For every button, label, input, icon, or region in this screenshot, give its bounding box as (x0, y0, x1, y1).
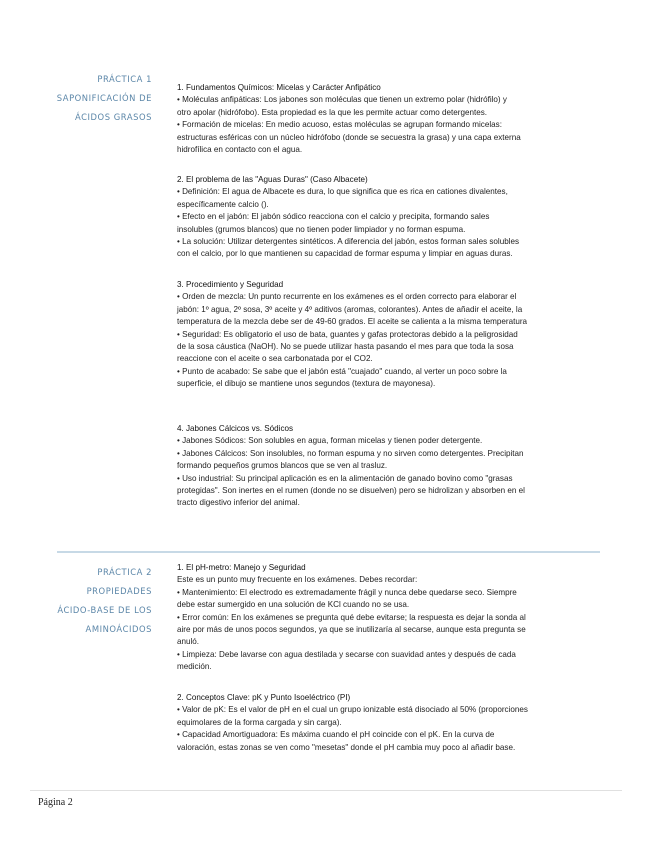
text-line: • Orden de mezcla: Un punto recurrente en los exámenes es el orden correcto para elaborar el (177, 292, 517, 302)
text-line: • Definición: El agua de Albacete es dura, lo que significa que es rica en cationes divalentes, (177, 187, 508, 197)
text-line: reaccione con el aceite o sea carbonatada por el CO2. (177, 354, 373, 364)
page-number: Página 2 (38, 797, 73, 808)
sidebar-line: PRÁCTICA 2 (97, 567, 152, 577)
text-line: anuló. (177, 637, 200, 647)
text-line: • Capacidad Amortiguadora: Es máxima cuando el pH coincide con el pK. En la curva de (177, 730, 495, 740)
sidebar-line: PROPIEDADES (86, 586, 152, 596)
sidebar-title-practica-2 (57, 563, 152, 639)
block-heading: 2. Conceptos Clave: pK y Punto Isoeléctrico (PI) (177, 693, 351, 702)
block-conceptos-clave (177, 692, 605, 754)
text-line: temperatura de la mezcla debe ser de 49-60 grados. El aceite se calienta a la misma temperatura (177, 317, 528, 327)
text-line: • Error común: En los exámenes se pregunta qué debe evitarse; la respuesta es dejar la sonda al (177, 612, 526, 622)
block-aguas-duras (177, 174, 605, 261)
text-line: con el calcio, por lo que mantienen su capacidad de formar espuma y limpiar en aguas duras. (177, 249, 513, 259)
text-line: • La solución: Utilizar detergentes sintéticos. A diferencia del jabón, estos forman sales solubles (177, 237, 520, 247)
sidebar-line: SAPONIFICACIÓN DE (56, 93, 152, 103)
block-heading: 1. El pH-metro: Manejo y Seguridad (177, 563, 306, 572)
sidebar-title-practica-1 (57, 70, 152, 127)
block-jabones-calcicos-sodicos (177, 423, 605, 510)
text-line: de la sosa cáustica (NaOH). No se puede utilizar hasta pasando el mes para que toda la sosa (177, 342, 514, 352)
text-line: equimolares de la forma cargada y sin carga). (177, 717, 342, 727)
text-line: medición. (177, 662, 212, 672)
block-procedimiento-seguridad (177, 279, 605, 391)
block-heading: 3. Procedimiento y Seguridad (177, 280, 284, 289)
sidebar-line: ÁCIDOS GRASOS (75, 112, 152, 122)
text-line: • Valor de pK: Es el valor de pH en el cual un grupo ionizable está disociado al 50% (proporciones (177, 705, 528, 715)
text-line: • Jabones Sódicos: Son solubles en agua, forman micelas y tienen poder detergente. (177, 436, 483, 446)
text-line: hidrofílica en contacto con el agua. (177, 145, 303, 155)
block-heading: 2. El problema de las "Aguas Duras" (Caso Albacete) (177, 175, 368, 184)
text-line: debe estar sumergido en una solución de KCl cuando no se usa. (177, 600, 410, 610)
text-line: formando pequeños grumos blancos que se ven al trasluz. (177, 461, 388, 471)
footer-divider (30, 790, 622, 791)
text-line: insolubles (grumos blancos) que no tienen poder limpiador y no forman espuma. (177, 224, 466, 234)
text-line: • Formación de micelas: En medio acuoso, estas moléculas se agrupan formando micelas: (177, 120, 502, 130)
text-line: superficie, el dibujo se mantiene unos segundos (textura de mayonesa). (177, 379, 436, 389)
text-line: tracto digestivo inferior del animal. (177, 498, 300, 508)
text-line: • Moléculas anfipáticas: Los jabones son moléculas que tienen un extremo polar (hidrófilo) y (177, 95, 507, 105)
text-line: protegidas". Son inertes en el rumen (donde no se disuelven) pero se hidrolizan y absorben en el (177, 486, 525, 496)
text-line: Este es un punto muy frecuente en los exámenes. Debes recordar: (177, 575, 418, 585)
text-line: • Limpieza: Debe lavarse con agua destilada y secarse con suavidad antes y después de cada (177, 649, 516, 659)
block-ph-metro (177, 562, 605, 674)
sidebar-line: PRÁCTICA 1 (97, 74, 152, 84)
block-heading: 4. Jabones Cálcicos vs. Sódicos (177, 424, 294, 433)
text-line: valoración, estas zonas se ven como "mesetas" donde el pH cambia muy poco al añadir base. (177, 742, 516, 752)
text-line: • Punto de acabado: Se sabe que el jabón está "cuajado" cuando, al verter un poco sobre la (177, 366, 507, 376)
sidebar-line: ÁCIDO-BASE DE LOS (57, 605, 152, 615)
section-divider (57, 551, 600, 553)
text-line: otro apolar (hidrófobo). Esta propiedad es la que les permite actuar como detergentes. (177, 107, 487, 117)
text-line: estructuras esféricas con un núcleo hidrófobo (donde se secuestra la grasa) y una capa externa (177, 132, 521, 142)
text-line: • Uso industrial: Su principal aplicación es en la alimentación de ganado bovino como "grasas (177, 473, 513, 483)
text-line: • Jabones Cálcicos: Son insolubles, no forman espuma y no sirven como detergentes. Precipitan (177, 448, 524, 458)
block-fundamentos-quimicos (177, 82, 605, 156)
text-line: jabón: 1º agua, 2º sosa, 3º aceite y 4º aditivos (aromas, colorantes). Antes de añadir el aceite, la (177, 304, 523, 314)
block-heading: 1. Fundamentos Químicos: Micelas y Carácter Anfipático (177, 83, 381, 92)
text-line: • Efecto en el jabón: El jabón sódico reacciona con el calcio y precipita, formando sales (177, 212, 490, 222)
text-line: • Seguridad: Es obligatorio el uso de bata, guantes y gafas protectoras debido a la peligrosidad (177, 329, 518, 339)
text-line: • Mantenimiento: El electrodo es extremadamente frágil y nunca debe quedarse seco. Siempre (177, 587, 517, 597)
text-line: específicamente calcio (). (177, 199, 269, 209)
text-line: aire por más de unos pocos segundos, ya que se inutilizaría al secarse, aunque esta pregunta se (177, 625, 526, 635)
sidebar-line: AMINOÁCIDOS (85, 624, 152, 634)
